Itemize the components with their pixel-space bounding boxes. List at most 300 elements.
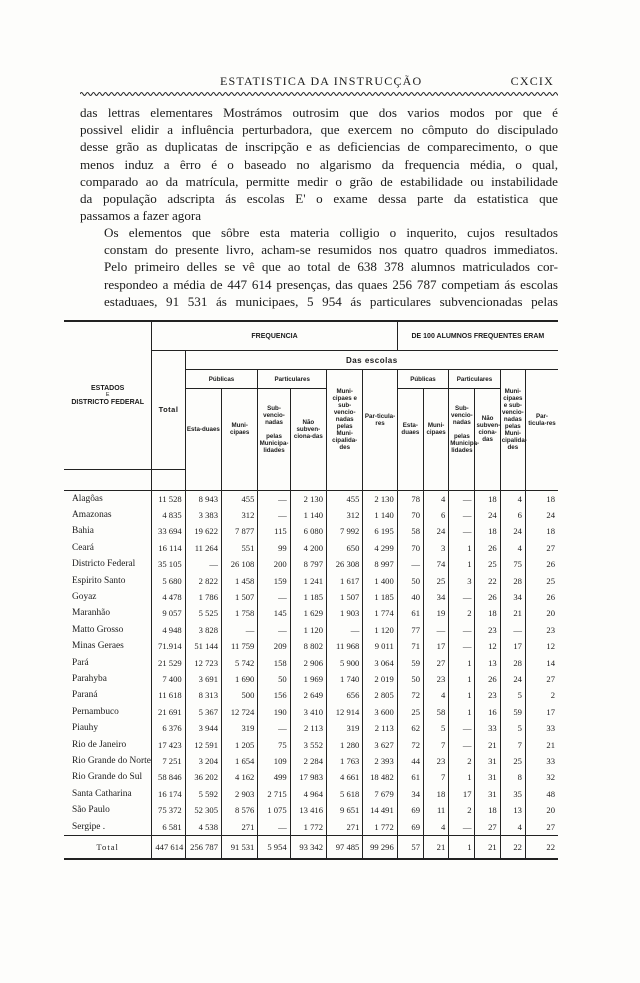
text-line: comparado ao da matrícula, permitte medir o grão de estabilidade ou instabilidade	[80, 173, 558, 189]
table-cell: 34	[424, 589, 449, 605]
table-cell: —	[222, 622, 258, 638]
table-cell: 6	[500, 507, 525, 523]
state-name: Piauhy	[72, 723, 99, 734]
col-municipaes-subv-pct: Muni-cipaes e sub-vencio-nadas pelas Muni-cipalida-des	[500, 370, 525, 470]
text-line: constam do presente livro, acham-se resumidos nos quatro quadros immediatos.	[104, 242, 558, 258]
state-name: Sergipe .	[72, 821, 106, 832]
table-cell: 455	[222, 490, 258, 507]
table-cell: 2 903	[222, 786, 258, 802]
table-cell: 2	[449, 753, 475, 769]
table-cell: 2 284	[290, 753, 326, 769]
table-cell: 4 299	[363, 540, 397, 556]
table-cell: 52 305	[185, 802, 221, 818]
table-cell: 27	[525, 818, 558, 835]
table-cell: 19 622	[185, 523, 221, 539]
table-row	[64, 753, 558, 769]
table-cell: 5 680	[152, 572, 185, 588]
table-cell: 17	[424, 638, 449, 654]
table-cell: 75	[500, 556, 525, 572]
table-cell: 2 822	[185, 572, 221, 588]
table-cell: 4	[424, 490, 449, 507]
state-name: Alagôas	[64, 490, 152, 507]
group-particulares: Particulares	[258, 370, 327, 389]
table-cell: 28	[500, 654, 525, 670]
table-row	[64, 556, 558, 572]
state-name: Rio Grande do Sul	[72, 772, 143, 783]
table-cell: 7	[424, 736, 449, 752]
table-cell: 25	[525, 572, 558, 588]
col-estados: ESTADOS E DISTRICTO FEDERAL	[64, 321, 152, 469]
col-municipaes-pct: Muni-cipaes	[424, 389, 449, 470]
table-cell: 6 581	[152, 818, 185, 835]
table-cell: —	[397, 556, 423, 572]
total-cell: 21	[475, 835, 500, 859]
table-cell: 1 774	[363, 605, 397, 621]
table-cell: 25	[500, 753, 525, 769]
table-cell: 1 758	[222, 605, 258, 621]
table-cell: 2 805	[363, 687, 397, 703]
table-cell: 2 113	[290, 720, 326, 736]
table-cell: 159	[258, 572, 290, 588]
table-cell: 3 627	[363, 736, 397, 752]
table-cell: 8	[500, 769, 525, 785]
table-cell: 12 914	[327, 704, 363, 720]
table-cell: 59	[500, 704, 525, 720]
table-cell: —	[449, 589, 475, 605]
table-cell: 656	[327, 687, 363, 703]
text-line: desse grão as duplicatas de inscripção e as deficiencias de comparecimento, o que	[80, 139, 558, 155]
table-cell: 72	[397, 736, 423, 752]
state-name: Districto Federal	[72, 559, 136, 570]
table-cell: 16 114	[152, 540, 185, 556]
table-cell: 27	[525, 671, 558, 687]
table-cell: 11 618	[152, 687, 185, 703]
col-estaduaes: Esta-duaes	[185, 389, 221, 470]
table-cell: 61	[397, 769, 423, 785]
table-cell: 4	[500, 490, 525, 507]
table-cell: 4 964	[290, 786, 326, 802]
table-cell: 18	[525, 490, 558, 507]
table-cell: 3 410	[290, 704, 326, 720]
table-cell: —	[327, 622, 363, 638]
table-cell: 158	[258, 654, 290, 670]
table-cell: 1 140	[290, 507, 326, 523]
table-cell: 18	[475, 802, 500, 818]
header-title: ESTATISTICA DA INSTRUCÇÃO	[220, 74, 423, 88]
text-line: da população adscripta ás escolas E' o exame dessa parte da estatistica que	[80, 191, 558, 207]
table-cell: 6	[424, 507, 449, 523]
table-cell: 21	[525, 736, 558, 752]
table-cell: 24	[500, 523, 525, 539]
table-cell: 4 162	[222, 769, 258, 785]
table-cell: 551	[222, 540, 258, 556]
table-cell: 21 691	[152, 704, 185, 720]
table-cell: 26	[475, 589, 500, 605]
table-cell: 32	[525, 769, 558, 785]
table-cell: 59	[397, 654, 423, 670]
table-cell: 17	[500, 638, 525, 654]
state-name: Rio Grande do Norte	[72, 755, 151, 766]
table-cell: 190	[258, 704, 290, 720]
col-municipaes-subv: Muni-cipaes e sub-vencio-nadas pelas Muni-cipalida-des	[327, 370, 363, 470]
table-cell: 1	[449, 540, 475, 556]
table-row	[64, 540, 558, 556]
table-cell: 70	[397, 540, 423, 556]
table-cell: 36 202	[185, 769, 221, 785]
col-particulares-pct: Par-ticula-res	[525, 370, 558, 470]
table-cell: 23	[424, 671, 449, 687]
table-cell: 2 130	[290, 490, 326, 507]
table-cell: 5	[424, 720, 449, 736]
table-cell: 12 723	[185, 654, 221, 670]
table-cell: 1	[449, 556, 475, 572]
group-frequencia: FREQUENCIA	[152, 321, 397, 351]
group-publicas: Públicas	[185, 370, 258, 389]
table-row	[64, 654, 558, 670]
table-cell: 31	[475, 753, 500, 769]
table-cell: 74	[424, 556, 449, 572]
table-row	[64, 786, 558, 802]
table-cell: 8 997	[363, 556, 397, 572]
text-line: menos induz a êrro é o baseado no algarismo da frequencia média, o qual,	[80, 156, 558, 172]
table-cell: 5	[500, 720, 525, 736]
col-subvencionadas-pct: Sub-vencio-nadas pelas Municipa-lidades	[449, 389, 475, 470]
table-row	[64, 523, 558, 539]
table-cell: 99	[258, 540, 290, 556]
total-cell: 93 342	[290, 835, 326, 859]
paragraph-1	[80, 104, 558, 207]
total-row	[64, 835, 558, 859]
table-cell: 23	[525, 622, 558, 638]
group-de-100: DE 100 ALUMNOS FREQUENTES ERAM	[397, 321, 558, 351]
table-cell: 75	[258, 736, 290, 752]
table-cell: 17 423	[152, 736, 185, 752]
total-cell: 5 954	[258, 835, 290, 859]
table-cell: 24	[525, 507, 558, 523]
text-line: estaduaes, 91 531 ás municipaes, 5 954 ás particulares subvencionadas pelas	[104, 293, 558, 309]
table-cell: 2 113	[363, 720, 397, 736]
table-cell: 61	[397, 605, 423, 621]
state-name: Bahia	[72, 526, 94, 537]
table-cell: —	[449, 507, 475, 523]
table-cell: 9 057	[152, 605, 185, 621]
table-cell: 1 903	[327, 605, 363, 621]
table-cell: 50	[397, 572, 423, 588]
total-cell: 22	[525, 835, 558, 859]
table-cell: 51 144	[185, 638, 221, 654]
table-cell: 1	[449, 654, 475, 670]
text-line: Pelo primeiro delles se vê que ao total de 638 378 alumnos matriculados cor-	[104, 259, 558, 275]
table-cell: 7 877	[222, 523, 258, 539]
table-cell: 31	[475, 769, 500, 785]
table-cell: 18	[424, 786, 449, 802]
table-cell: 24	[424, 523, 449, 539]
table-cell: 1 629	[290, 605, 326, 621]
table-cell: 2	[449, 802, 475, 818]
table-cell: 499	[258, 769, 290, 785]
state-name: Maranhão	[72, 608, 111, 619]
table-cell: 7	[424, 769, 449, 785]
table-cell: 109	[258, 753, 290, 769]
table-cell: 8 943	[185, 490, 221, 507]
table-cell: 4 478	[152, 589, 185, 605]
table-cell: —	[258, 507, 290, 523]
total-cell: 57	[397, 835, 423, 859]
table-cell: 70	[397, 507, 423, 523]
table-row	[64, 671, 558, 687]
total-cell: 91 531	[222, 835, 258, 859]
table-cell: 34	[500, 589, 525, 605]
table-cell: 2 649	[290, 687, 326, 703]
table-row	[64, 490, 558, 507]
table-cell: 44	[397, 753, 423, 769]
table-cell: 71.914	[152, 638, 185, 654]
table-cell: —	[449, 818, 475, 835]
total-cell: 21	[424, 835, 449, 859]
state-name: Parahyba	[72, 673, 107, 684]
table-cell: —	[449, 736, 475, 752]
table-cell: 3 552	[290, 736, 326, 752]
table-cell: 5 367	[185, 704, 221, 720]
table-cell: 1 617	[327, 572, 363, 588]
table-cell: 75 372	[152, 802, 185, 818]
table-cell: 48	[525, 786, 558, 802]
table-cell: 500	[222, 687, 258, 703]
table-cell: 1 185	[290, 589, 326, 605]
state-name: Paraná	[72, 690, 98, 701]
table-cell: 21	[500, 605, 525, 621]
table-cell: 13	[500, 802, 525, 818]
group-publicas-pct: Públicas	[397, 370, 448, 389]
table-cell: 1 140	[363, 507, 397, 523]
table-cell: —	[449, 638, 475, 654]
table-cell: 78	[397, 490, 423, 507]
col-municipaes: Muni-cipaes	[222, 389, 258, 470]
table-cell: 18	[475, 490, 500, 507]
table-cell: 1	[449, 769, 475, 785]
table-cell: 17 983	[290, 769, 326, 785]
table-cell: 23	[475, 687, 500, 703]
state-name: Espirito Santo	[72, 575, 126, 586]
table-cell: 77	[397, 622, 423, 638]
text-line: das lettras elementares Mostrámos outrosim que dos varios modos por que é	[80, 105, 558, 120]
table-cell: 2 393	[363, 753, 397, 769]
table-cell: 21 529	[152, 654, 185, 670]
table-cell: 11 759	[222, 638, 258, 654]
table-cell: 31	[475, 786, 500, 802]
total-cell: 97 485	[327, 835, 363, 859]
table-cell: 7	[500, 736, 525, 752]
table-cell: 27	[424, 654, 449, 670]
table-cell: 72	[397, 687, 423, 703]
table-cell: —	[258, 490, 290, 507]
table-row	[64, 687, 558, 703]
table-cell: 69	[397, 818, 423, 835]
table-cell: 4	[500, 540, 525, 556]
table-row	[64, 802, 558, 818]
table-cell: 3	[449, 572, 475, 588]
table-cell: 271	[222, 818, 258, 835]
table-row	[64, 736, 558, 752]
table-cell: 16 174	[152, 786, 185, 802]
text-line: respondeo a média de 447 614 presenças, das quaes 256 787 competiam ás escolas	[104, 276, 558, 292]
table-cell: 1 772	[290, 818, 326, 835]
table-cell: 23	[424, 753, 449, 769]
table-cell: 5	[500, 687, 525, 703]
table-row	[64, 589, 558, 605]
table-cell: 209	[258, 638, 290, 654]
table-cell: 14	[525, 654, 558, 670]
table-cell: 58	[424, 704, 449, 720]
state-name: Matto Grosso	[72, 624, 124, 635]
table-cell: 35	[500, 786, 525, 802]
table-cell: 4 835	[152, 507, 185, 523]
running-header	[80, 72, 558, 92]
col-nao-subvencionadas: Não subven-ciona-das	[290, 389, 326, 470]
table-cell: 3 600	[363, 704, 397, 720]
table-cell: 4 200	[290, 540, 326, 556]
table-cell: 14 491	[363, 802, 397, 818]
page-number: CXCIX	[510, 74, 554, 88]
table-cell: 12 724	[222, 704, 258, 720]
table-cell: 18 482	[363, 769, 397, 785]
table-cell: 13 416	[290, 802, 326, 818]
table-cell: 8 802	[290, 638, 326, 654]
table-cell: 26 108	[222, 556, 258, 572]
table-cell: 35 105	[152, 556, 185, 572]
table-cell: 4 948	[152, 622, 185, 638]
table-cell: 16	[475, 704, 500, 720]
state-name: São Paulo	[72, 805, 110, 816]
table-cell: 5 900	[327, 654, 363, 670]
table-cell: 3 691	[185, 671, 221, 687]
paragraph-2	[80, 224, 558, 310]
table-cell: 6 195	[363, 523, 397, 539]
table-cell: —	[258, 818, 290, 835]
table-cell: 20	[525, 802, 558, 818]
total-cell: 447 614	[152, 835, 185, 859]
table-cell: 1 786	[185, 589, 221, 605]
table-cell: 1 507	[222, 589, 258, 605]
table-cell: 17	[525, 704, 558, 720]
table-cell: 25	[424, 572, 449, 588]
table-cell: 1 654	[222, 753, 258, 769]
table-cell: 4 538	[185, 818, 221, 835]
total-cell: 99 296	[363, 835, 397, 859]
table-cell: 33	[525, 720, 558, 736]
table-cell: —	[449, 490, 475, 507]
col-estaduaes-pct: Esta-duaes	[397, 389, 423, 470]
table-cell: —	[500, 622, 525, 638]
table-row	[64, 605, 558, 621]
table-row	[64, 638, 558, 654]
table-cell: 2 130	[363, 490, 397, 507]
state-name: Pará	[72, 657, 89, 668]
table-cell: —	[258, 589, 290, 605]
total-cell: 22	[500, 835, 525, 859]
table-cell: 312	[327, 507, 363, 523]
table-cell: 11 968	[327, 638, 363, 654]
table-cell: 17	[449, 786, 475, 802]
table-cell: 8 313	[185, 687, 221, 703]
table-cell: 8 576	[222, 802, 258, 818]
table-cell: 312	[222, 507, 258, 523]
table-cell: 1 120	[363, 622, 397, 638]
table-cell: 71	[397, 638, 423, 654]
table-cell: 2 715	[258, 786, 290, 802]
text-line: possivel elidir a influência perturbadora, que exercem no cômputo do discipulado	[80, 122, 558, 138]
table-cell: 3 383	[185, 507, 221, 523]
table-cell: 11 528	[152, 490, 185, 507]
table-cell: 3 204	[185, 753, 221, 769]
table-cell: 23	[475, 622, 500, 638]
col-total: Total	[152, 351, 185, 470]
table-cell: 13	[475, 654, 500, 670]
table-cell: 33 694	[152, 523, 185, 539]
table-cell: 7 400	[152, 671, 185, 687]
table-cell: 33	[525, 753, 558, 769]
table-cell: —	[258, 622, 290, 638]
text-line: Os elementos que sôbre esta materia colligio o inquerito, cujos resultados	[104, 225, 558, 240]
table-cell: 69	[397, 802, 423, 818]
table-cell: 8 797	[290, 556, 326, 572]
table-cell: 1 205	[222, 736, 258, 752]
table-cell: 9 651	[327, 802, 363, 818]
table-cell: 650	[327, 540, 363, 556]
table-cell: 27	[525, 540, 558, 556]
table-row	[64, 769, 558, 785]
table-cell: 156	[258, 687, 290, 703]
table-cell: 34	[397, 786, 423, 802]
table-cell: 3 064	[363, 654, 397, 670]
table-cell: 1 120	[290, 622, 326, 638]
state-name: Pernambuco	[72, 706, 119, 717]
total-label: Total	[64, 835, 152, 859]
table-cell: 19	[424, 605, 449, 621]
table-cell: 1 185	[363, 589, 397, 605]
table-row	[64, 720, 558, 736]
table-cell: 455	[327, 490, 363, 507]
table-cell: 7 679	[363, 786, 397, 802]
table-cell: 5 592	[185, 786, 221, 802]
table-cell: 5 742	[222, 654, 258, 670]
table-row	[64, 572, 558, 588]
table-cell: 200	[258, 556, 290, 572]
table-cell: 1 075	[258, 802, 290, 818]
table-cell: 1 241	[290, 572, 326, 588]
table-cell: 145	[258, 605, 290, 621]
table-cell: 4	[500, 818, 525, 835]
col-subvencionadas: Sub-vencio-nadas pelas Municipa-lidades	[258, 389, 290, 470]
table-cell: 58	[397, 523, 423, 539]
table-cell: 7 992	[327, 523, 363, 539]
frequency-table	[64, 320, 558, 860]
table-cell: 3	[424, 540, 449, 556]
table-cell: 1	[449, 704, 475, 720]
table-cell: 12 591	[185, 736, 221, 752]
total-cell: 256 787	[185, 835, 221, 859]
table-cell: 26	[475, 540, 500, 556]
table-cell: 1 280	[327, 736, 363, 752]
table-cell: 18	[475, 605, 500, 621]
state-name: Rio de Janeiro	[72, 739, 127, 750]
table-cell: 18	[475, 523, 500, 539]
table-cell: 319	[327, 720, 363, 736]
table-cell: —	[449, 523, 475, 539]
table-cell: 271	[327, 818, 363, 835]
table-cell: 6 080	[290, 523, 326, 539]
table-cell: —	[449, 720, 475, 736]
